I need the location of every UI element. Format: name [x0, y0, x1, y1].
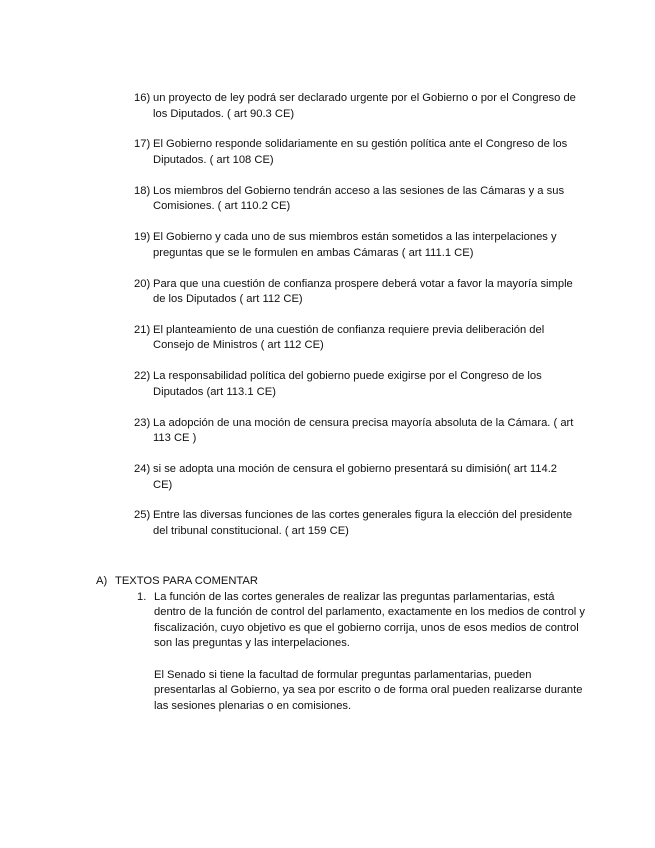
list-item	[134, 369, 579, 400]
section-title: TEXTOS PARA COMENTAR	[115, 575, 258, 587]
item-text: un proyecto de ley podrá ser declarado urgente por el Gobierno o por el Congreso de los Diputados. ( art 90.3 CE)	[153, 92, 576, 120]
section-heading	[96, 574, 586, 590]
item-text: El planteamiento de una cuestión de confianza requiere previa deliberación del Consejo de Ministros ( art 112 CE)	[153, 323, 545, 352]
list-item	[134, 323, 579, 354]
item-number: 20)	[134, 277, 151, 290]
item-text: Entre las diversas funciones de las cortes generales figura la elección del presidente del tribunal constitucional. ( art 159 CE)	[153, 509, 573, 537]
list-item	[134, 184, 579, 215]
comment-paragraph: La función de las cortes generales de realizar las preguntas parlamentarias, está dentro de la función de control del parlamento, exactamente en los medios de control y fiscalización, cuyo objetivo es que el gobierno corrija, unos de esos medios de control son las preguntas y las interpelaciones.	[154, 590, 585, 650]
comment-number: 1.	[137, 590, 147, 603]
section-marker: A)	[96, 575, 108, 587]
item-number: 19)	[134, 231, 151, 244]
item-text: La responsabilidad política del gobierno puede exigirse por el Congreso de los Diputados (art 113.1 CE)	[153, 370, 542, 398]
item-number: 16)	[134, 92, 151, 104]
list-item	[134, 91, 579, 122]
item-text: Los miembros del Gobierno tendrán acceso a las sesiones de las Cámaras y a sus Comisiones. ( art 110.2 CE)	[153, 184, 565, 213]
item-text: El Gobierno y cada uno de sus miembros están sometidos a las interpelaciones y preguntas que se le formulen en ambas Cámaras ( art 111.1 CE)	[153, 231, 557, 259]
list-item	[134, 277, 579, 308]
list-item	[134, 416, 579, 447]
list-item	[134, 462, 579, 493]
list-item	[134, 230, 579, 261]
comment-item	[137, 590, 586, 715]
item-number: 23)	[134, 416, 151, 429]
item-text: Para que una cuestión de confianza prospere deberá votar a favor la mayoría simple de los Diputados ( art 112 CE)	[153, 277, 573, 306]
item-text: La adopción de una moción de censura precisa mayoría absoluta de la Cámara. ( art 113 CE )	[153, 416, 574, 445]
item-number: 17)	[134, 138, 151, 151]
item-number: 25)	[134, 509, 151, 522]
list-item	[134, 508, 579, 539]
item-number: 21)	[134, 323, 151, 336]
item-text: El Gobierno responde solidariamente en su gestión política ante el Congreso de los Diputados. ( art 108 CE)	[153, 138, 568, 166]
list-item	[134, 137, 579, 168]
comment-section	[96, 574, 586, 730]
item-text: si se adopta una moción de censura el gobierno presentará su dimisión( art 114.2 CE)	[153, 463, 558, 491]
questions-list	[134, 91, 579, 555]
item-number: 24)	[134, 463, 151, 475]
comment-paragraph: El Senado si tiene la facultad de formular preguntas parlamentarias, pueden presentarlas al Gobierno, ya sea por escrito o de forma oral pueden realizarse durante las sesiones plenarias o en comisiones.	[154, 668, 583, 712]
item-number: 18)	[134, 184, 151, 197]
item-number: 22)	[134, 370, 151, 383]
